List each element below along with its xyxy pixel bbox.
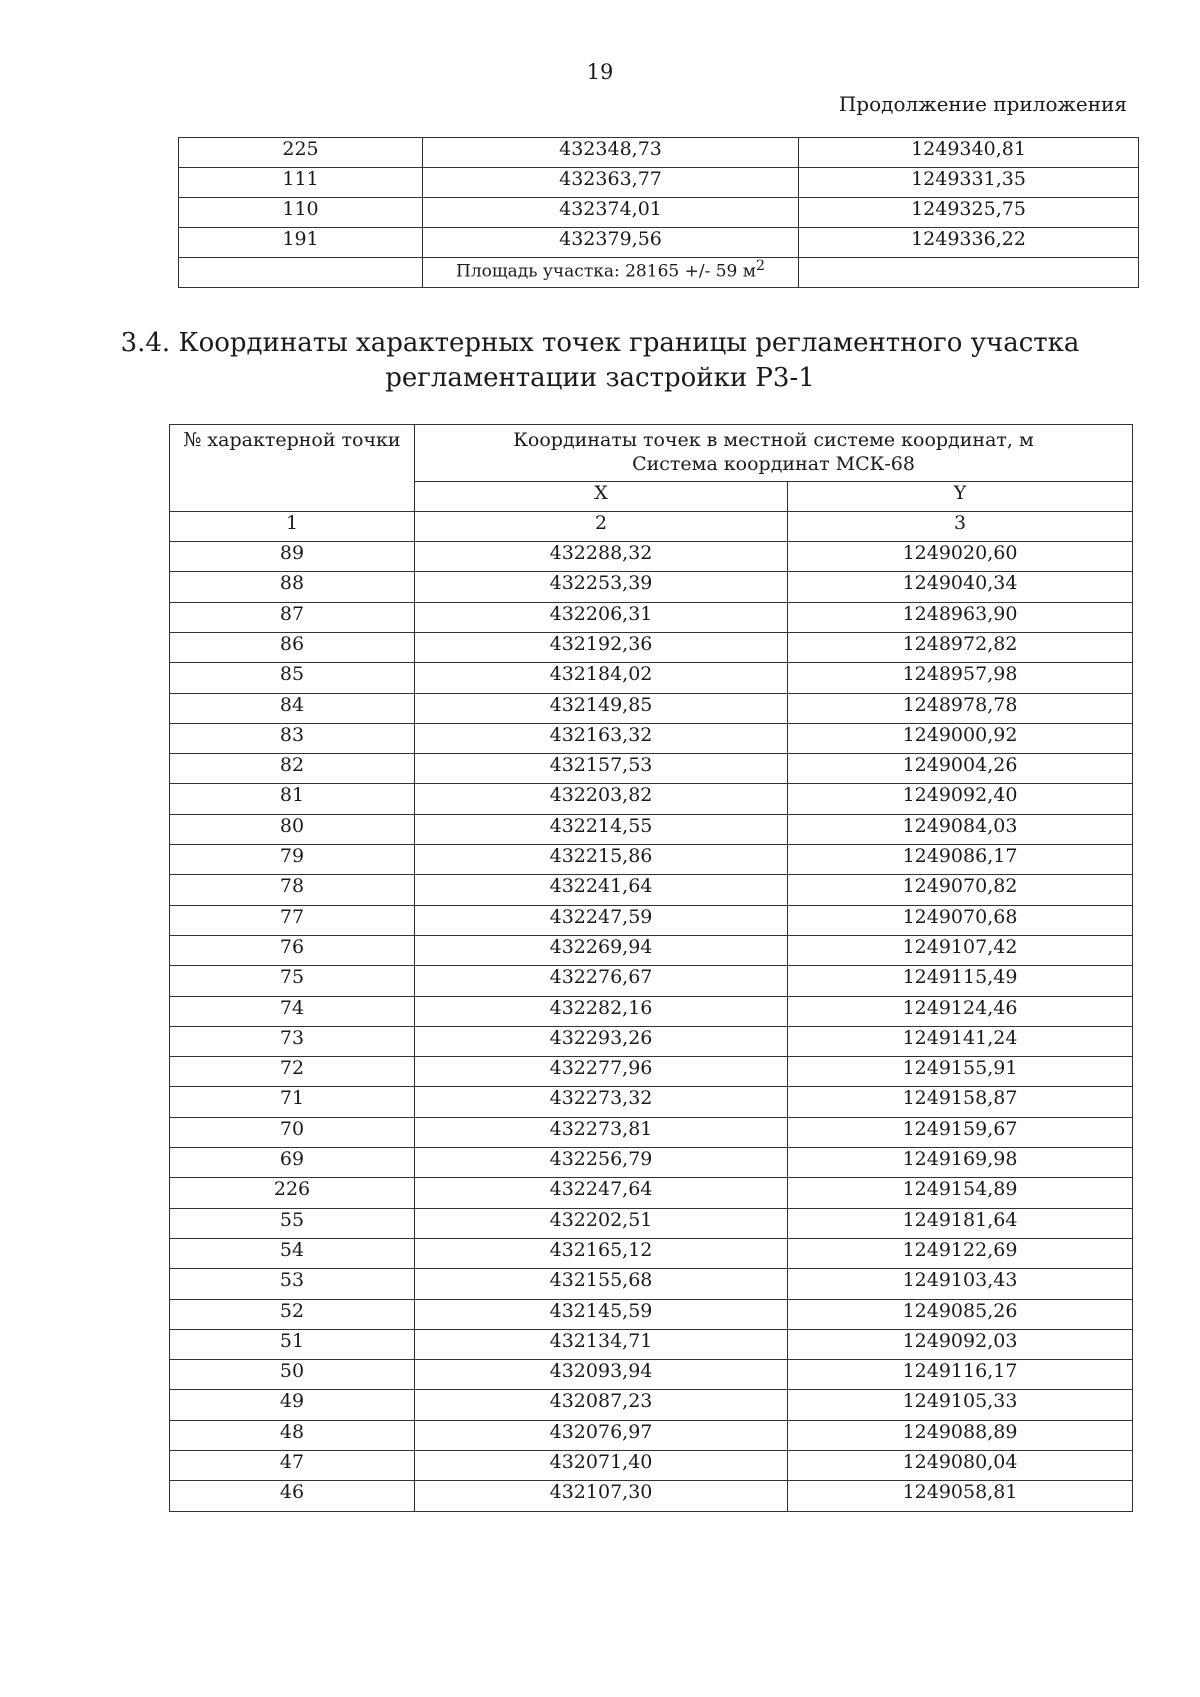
section-title [0, 326, 1200, 396]
y-coordinate-cell: 1249080,04 [788, 1451, 1133, 1481]
top-coordinates-table [178, 137, 1139, 288]
table-row [170, 1269, 1133, 1299]
y-coordinate-cell: 1249331,35 [799, 168, 1139, 198]
y-coordinate-cell: 1249070,82 [788, 875, 1133, 905]
main-coordinates-table [169, 424, 1133, 1512]
x-coordinate-cell: 432247,64 [415, 1178, 788, 1208]
x-coordinate-cell: 432155,68 [415, 1269, 788, 1299]
table-row [170, 1238, 1133, 1268]
point-number-cell: 86 [170, 632, 415, 662]
point-number-cell: 83 [170, 723, 415, 753]
x-coordinate-cell: 432165,12 [415, 1238, 788, 1268]
table-row [170, 1420, 1133, 1450]
y-coordinate-cell: 1249088,89 [788, 1420, 1133, 1450]
y-coordinate-cell: 1249103,43 [788, 1269, 1133, 1299]
x-coordinate-cell: 432071,40 [415, 1451, 788, 1481]
point-number-cell: 88 [170, 572, 415, 602]
x-coordinate-cell: 432157,53 [415, 754, 788, 784]
point-number-cell: 226 [170, 1178, 415, 1208]
x-coordinate-cell: 432247,59 [415, 905, 788, 935]
y-coordinate-cell: 1249325,75 [799, 198, 1139, 228]
y-coordinate-cell: 1249092,40 [788, 784, 1133, 814]
x-coordinate-cell: 432134,71 [415, 1329, 788, 1359]
y-coordinate-cell: 1249040,34 [788, 572, 1133, 602]
y-coordinate-cell: 1248972,82 [788, 632, 1133, 662]
point-number-cell: 69 [170, 1148, 415, 1178]
y-coordinate-cell: 1249070,68 [788, 905, 1133, 935]
x-coordinate-cell: 432363,77 [423, 168, 799, 198]
table-row [170, 875, 1133, 905]
x-coordinate-cell: 432288,32 [415, 542, 788, 572]
x-coordinate-cell: 432273,32 [415, 1087, 788, 1117]
y-coordinate-cell: 1249336,22 [799, 228, 1139, 258]
y-coordinate-cell: 1249084,03 [788, 814, 1133, 844]
column-number: 3 [788, 511, 1133, 541]
point-number-cell: 81 [170, 784, 415, 814]
header-y: Y [788, 481, 1133, 511]
table-row [179, 228, 1139, 258]
table-row [170, 845, 1133, 875]
y-coordinate-cell: 1248957,98 [788, 663, 1133, 693]
section-title-line-1: 3.4. Координаты характерных точек границы регламентного участка [120, 328, 1080, 358]
y-coordinate-cell: 1249181,64 [788, 1208, 1133, 1238]
header-point-number: № характерной точки [170, 425, 415, 512]
x-coordinate-cell: 432379,56 [423, 228, 799, 258]
x-coordinate-cell: 432215,86 [415, 845, 788, 875]
y-coordinate-cell: 1249115,49 [788, 966, 1133, 996]
x-coordinate-cell: 432149,85 [415, 693, 788, 723]
table-row [170, 1481, 1133, 1511]
y-coordinate-cell: 1249107,42 [788, 935, 1133, 965]
column-numbers-row [170, 511, 1133, 541]
point-number-cell: 49 [170, 1390, 415, 1420]
table-row [170, 1148, 1133, 1178]
y-coordinate-cell: 1248963,90 [788, 602, 1133, 632]
area-empty-cell [799, 258, 1139, 288]
table-row [170, 1451, 1133, 1481]
area-row [179, 258, 1139, 288]
table-row [170, 1178, 1133, 1208]
x-coordinate-cell: 432184,02 [415, 663, 788, 693]
point-number-cell: 55 [170, 1208, 415, 1238]
y-coordinate-cell: 1249092,03 [788, 1329, 1133, 1359]
x-coordinate-cell: 432348,73 [423, 138, 799, 168]
table-row [170, 1026, 1133, 1056]
table-row [170, 905, 1133, 935]
point-number-cell: 191 [179, 228, 423, 258]
y-coordinate-cell: 1249141,24 [788, 1026, 1133, 1056]
x-coordinate-cell: 432107,30 [415, 1481, 788, 1511]
column-number: 2 [415, 511, 788, 541]
area-empty-cell [179, 258, 423, 288]
header-x: X [415, 481, 788, 511]
table-row [170, 935, 1133, 965]
point-number-cell: 72 [170, 1057, 415, 1087]
y-coordinate-cell: 1248978,78 [788, 693, 1133, 723]
table-row [170, 1390, 1133, 1420]
x-coordinate-cell: 432273,81 [415, 1117, 788, 1147]
point-number-cell: 111 [179, 168, 423, 198]
point-number-cell: 47 [170, 1451, 415, 1481]
y-coordinate-cell: 1249004,26 [788, 754, 1133, 784]
header-coordinates-line-2: Система координат МСК-68 [632, 452, 915, 475]
x-coordinate-cell: 432145,59 [415, 1299, 788, 1329]
header-coordinates-line-1: Координаты точек в местной системе координат, м [513, 429, 1034, 451]
table-row [170, 632, 1133, 662]
point-number-cell: 225 [179, 138, 423, 168]
y-coordinate-cell: 1249000,92 [788, 723, 1133, 753]
y-coordinate-cell: 1249058,81 [788, 1481, 1133, 1511]
table-row [170, 1117, 1133, 1147]
y-coordinate-cell: 1249086,17 [788, 845, 1133, 875]
point-number-cell: 48 [170, 1420, 415, 1450]
page-number: 19 [586, 60, 614, 84]
table-row [170, 1299, 1133, 1329]
point-number-cell: 50 [170, 1360, 415, 1390]
point-number-cell: 51 [170, 1329, 415, 1359]
x-coordinate-cell: 432256,79 [415, 1148, 788, 1178]
point-number-cell: 70 [170, 1117, 415, 1147]
table-row [170, 572, 1133, 602]
top-table-body [179, 138, 1139, 258]
x-coordinate-cell: 432241,64 [415, 875, 788, 905]
x-coordinate-cell: 432076,97 [415, 1420, 788, 1450]
x-coordinate-cell: 432277,96 [415, 1057, 788, 1087]
x-coordinate-cell: 432276,67 [415, 966, 788, 996]
point-number-cell: 71 [170, 1087, 415, 1117]
point-number-cell: 89 [170, 542, 415, 572]
table-row [170, 784, 1133, 814]
continuation-label: Продолжение приложения [838, 92, 1127, 116]
point-number-cell: 78 [170, 875, 415, 905]
x-coordinate-cell: 432269,94 [415, 935, 788, 965]
x-coordinate-cell: 432163,32 [415, 723, 788, 753]
x-coordinate-cell: 432206,31 [415, 602, 788, 632]
table-row [179, 138, 1139, 168]
table-row [170, 996, 1133, 1026]
x-coordinate-cell: 432192,36 [415, 632, 788, 662]
point-number-cell: 75 [170, 966, 415, 996]
table-row [170, 1360, 1133, 1390]
point-number-cell: 73 [170, 1026, 415, 1056]
table-row [170, 1087, 1133, 1117]
table-row [170, 1208, 1133, 1238]
y-coordinate-cell: 1249116,17 [788, 1360, 1133, 1390]
point-number-cell: 80 [170, 814, 415, 844]
x-coordinate-cell: 432087,23 [415, 1390, 788, 1420]
x-coordinate-cell: 432202,51 [415, 1208, 788, 1238]
x-coordinate-cell: 432374,01 [423, 198, 799, 228]
table-row [170, 1329, 1133, 1359]
table-row [170, 754, 1133, 784]
table-row [170, 723, 1133, 753]
point-number-cell: 76 [170, 935, 415, 965]
table-row [170, 602, 1133, 632]
y-coordinate-cell: 1249124,46 [788, 996, 1133, 1026]
table-row [170, 542, 1133, 572]
table-row [170, 693, 1133, 723]
section-title-line-2: регламентации застройки Р3-1 [385, 363, 815, 394]
point-number-cell: 87 [170, 602, 415, 632]
point-number-cell: 79 [170, 845, 415, 875]
y-coordinate-cell: 1249158,87 [788, 1087, 1133, 1117]
area-label: Площадь участка: 28165 +/- 59 м [456, 261, 756, 282]
y-coordinate-cell: 1249105,33 [788, 1390, 1133, 1420]
x-coordinate-cell: 432093,94 [415, 1360, 788, 1390]
area-superscript: 2 [755, 258, 765, 274]
x-coordinate-cell: 432282,16 [415, 996, 788, 1026]
y-coordinate-cell: 1249085,26 [788, 1299, 1133, 1329]
main-table-body [170, 542, 1133, 1512]
x-coordinate-cell: 432214,55 [415, 814, 788, 844]
point-number-cell: 46 [170, 1481, 415, 1511]
point-number-cell: 110 [179, 198, 423, 228]
y-coordinate-cell: 1249155,91 [788, 1057, 1133, 1087]
point-number-cell: 53 [170, 1269, 415, 1299]
y-coordinate-cell: 1249159,67 [788, 1117, 1133, 1147]
y-coordinate-cell: 1249340,81 [799, 138, 1139, 168]
x-coordinate-cell: 432253,39 [415, 572, 788, 602]
table-row [179, 198, 1139, 228]
x-coordinate-cell: 432203,82 [415, 784, 788, 814]
column-number: 1 [170, 511, 415, 541]
point-number-cell: 85 [170, 663, 415, 693]
y-coordinate-cell: 1249020,60 [788, 542, 1133, 572]
header-row [170, 425, 1133, 482]
point-number-cell: 82 [170, 754, 415, 784]
y-coordinate-cell: 1249122,69 [788, 1238, 1133, 1268]
point-number-cell: 84 [170, 693, 415, 723]
y-coordinate-cell: 1249169,98 [788, 1148, 1133, 1178]
table-row [170, 814, 1133, 844]
point-number-cell: 77 [170, 905, 415, 935]
y-coordinate-cell: 1249154,89 [788, 1178, 1133, 1208]
x-coordinate-cell: 432293,26 [415, 1026, 788, 1056]
area-cell [423, 258, 799, 288]
point-number-cell: 74 [170, 996, 415, 1026]
table-row [170, 663, 1133, 693]
table-row [170, 1057, 1133, 1087]
table-row [179, 168, 1139, 198]
point-number-cell: 52 [170, 1299, 415, 1329]
table-row [170, 966, 1133, 996]
header-coordinates [415, 425, 1133, 482]
point-number-cell: 54 [170, 1238, 415, 1268]
